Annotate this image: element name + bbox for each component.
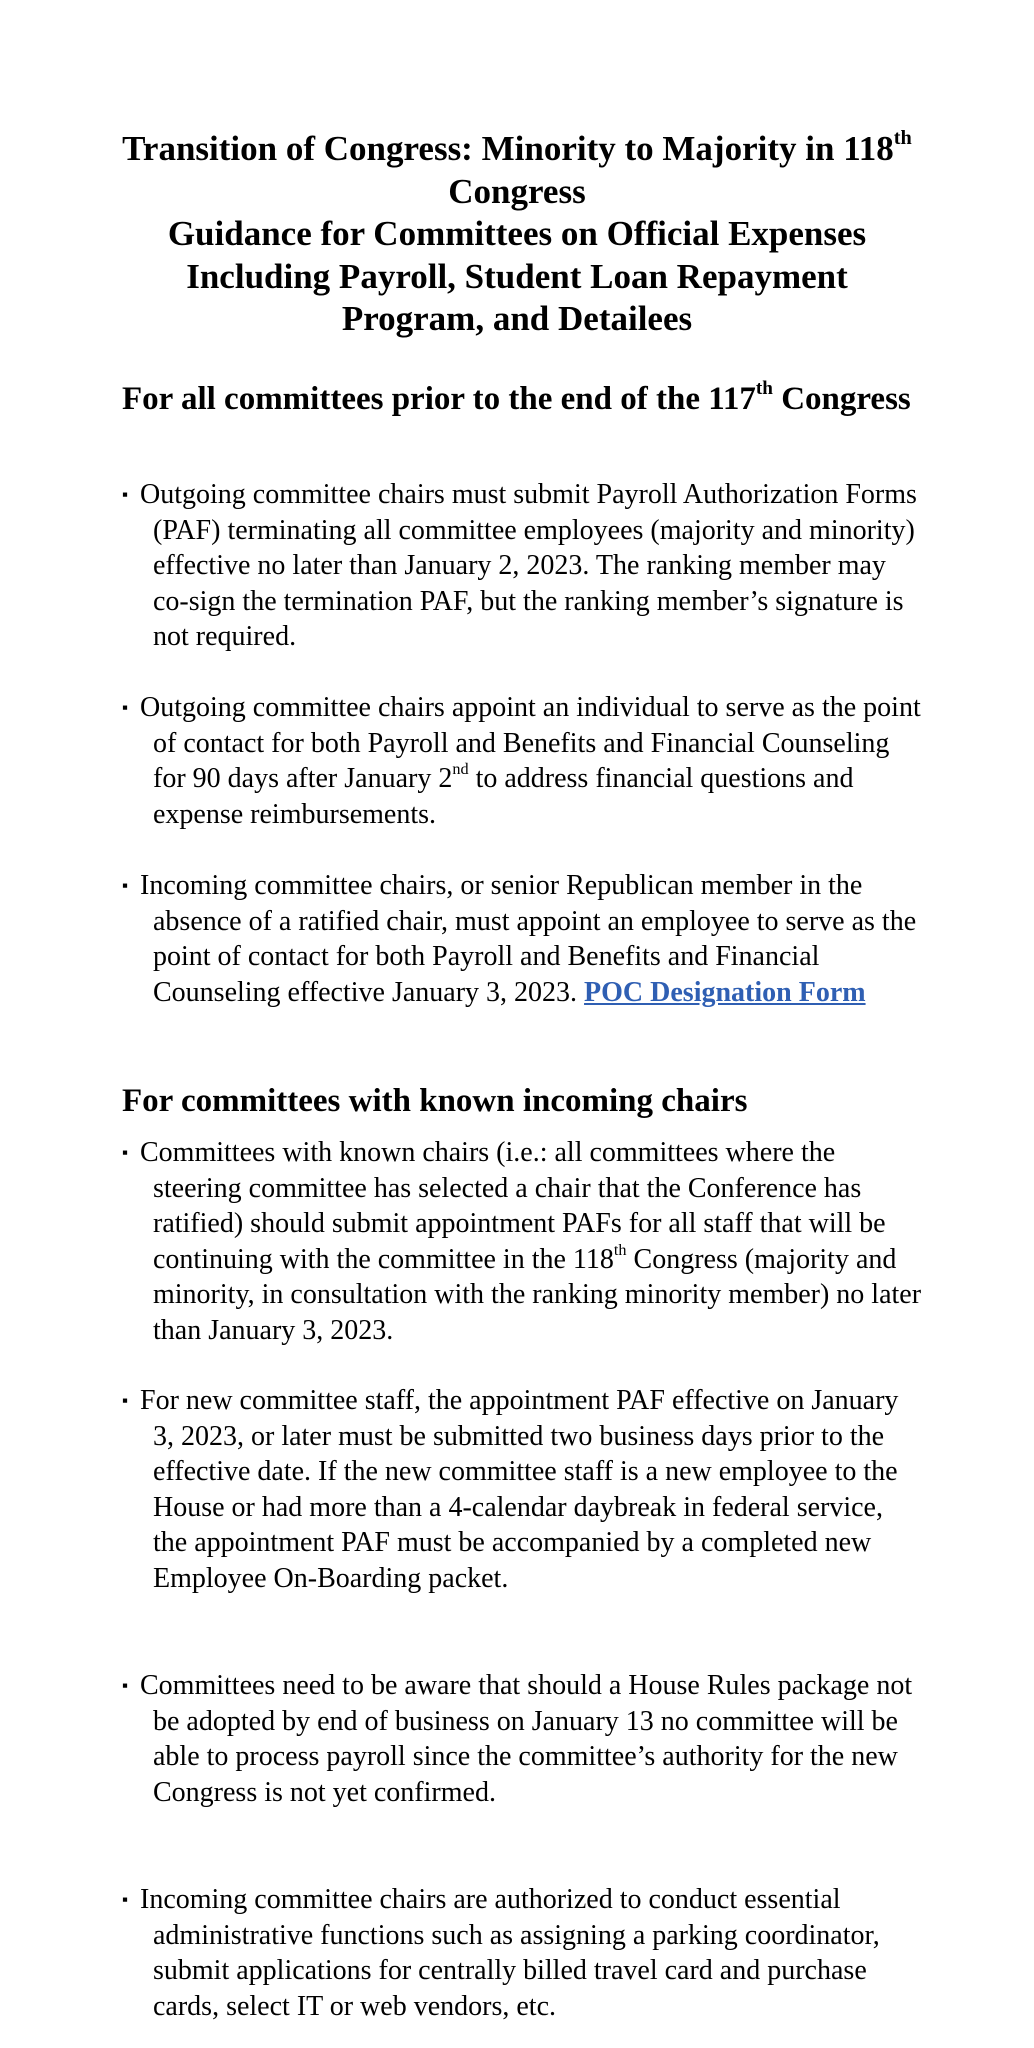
bullet-marker: ▪: [122, 1890, 129, 1909]
title-congress-number: 118: [843, 129, 894, 168]
section1-heading-suffix: th: [755, 378, 773, 400]
bullet-text-suffix: th: [613, 1240, 627, 1259]
list-item: [122, 868, 922, 1010]
bullet-text: For new committee staff, the appointment PAF effective on January 3, 2023, or later must be submitted two business days prior to the effective date. If the new committee staff is a new employee to the House or had more than a 4-calendar daybreak in federal service, the appointment PAF must be accompanied by a completed new Employee On-Boarding packet.: [140, 1385, 899, 1594]
title-line1-pre: Transition of Congress: Minority to Majority in: [122, 129, 844, 168]
title-line1-post: Congress: [448, 171, 586, 211]
title-ordinal-suffix: th: [893, 127, 912, 150]
list-item: [122, 1135, 922, 1348]
bullet-text: [140, 870, 916, 1008]
bullet-text: [140, 692, 921, 830]
bullet-text: Incoming committee chairs are authorized to conduct essential administrative functions such as assigning a parking coordinator, submit applications for centrally billed travel card and purchase cards, select IT or web vendors, etc.: [140, 1884, 880, 2022]
bullet-text: Outgoing committee chairs must submit Payroll Authorization Forms (PAF) terminating all committee employees (majority and minority) effective no later than January 2, 2023. The ranking member may co-sign the termination PAF, but the ranking member’s signature is not required.: [140, 479, 917, 652]
list-item: [122, 477, 922, 655]
section1-heading-pre: For all committees prior to the end of the 117: [122, 381, 756, 417]
poc-designation-form-link[interactable]: POC Designation Form: [584, 976, 866, 1008]
bullet-marker: ▪: [122, 698, 129, 717]
bullet-text-post: to address financial questions and expense reimbursements.: [153, 763, 854, 830]
section1-heading-post: Congress: [772, 381, 911, 417]
title-line2: Guidance for Committees on Official Expenses Including Payroll, Student Loan Repayment Program, and Detailees: [167, 214, 867, 338]
bullet-marker: ▪: [122, 876, 129, 895]
section-heading-prior-to-end: [122, 378, 922, 420]
bullet-text-pre: Incoming committee chairs, or senior Republican member in the absence of a ratified chair, must appoint an employee to serve as the point of contact for both Payroll and Benefits and Financial Counseling effective January 3, 2023.: [140, 870, 917, 1008]
bullet-text-suffix: nd: [452, 760, 469, 779]
section-heading-known-incoming-chairs: For committees with known incoming chairs: [122, 1083, 748, 1119]
bullet-text: [140, 1137, 921, 1346]
bullet-marker: ▪: [122, 1391, 129, 1410]
bullet-marker: ▪: [122, 1143, 129, 1162]
document-title: [120, 128, 914, 341]
bullet-marker: ▪: [122, 485, 129, 504]
list-item: [122, 1668, 922, 1810]
list-item: [122, 1383, 922, 1596]
list-item: [122, 1882, 922, 2024]
list-item: [122, 690, 922, 832]
bullet-text-pre: Outgoing committee chairs appoint an individual to serve as the point of contact for both Payroll and Benefits and Financial Counseling for 90 days after January 2: [140, 692, 921, 794]
bullet-text-pre: Committees with known chairs (i.e.: all committees where the steering committee has selected a chair that the Conference has ratified) should submit appointment PAFs for all staff that will be continuing with the committee in the 118: [140, 1137, 886, 1275]
bullet-marker: ▪: [122, 1676, 129, 1695]
bullet-text-post: Congress (majority and minority, in consultation with the ranking minority member) no later than January 3, 2023.: [153, 1243, 922, 1346]
bullet-text: Committees need to be aware that should a House Rules package not be adopted by end of business on January 13 no committee will be able to process payroll since the committee’s authority for the new Congress is not yet confirmed.: [140, 1670, 913, 1808]
